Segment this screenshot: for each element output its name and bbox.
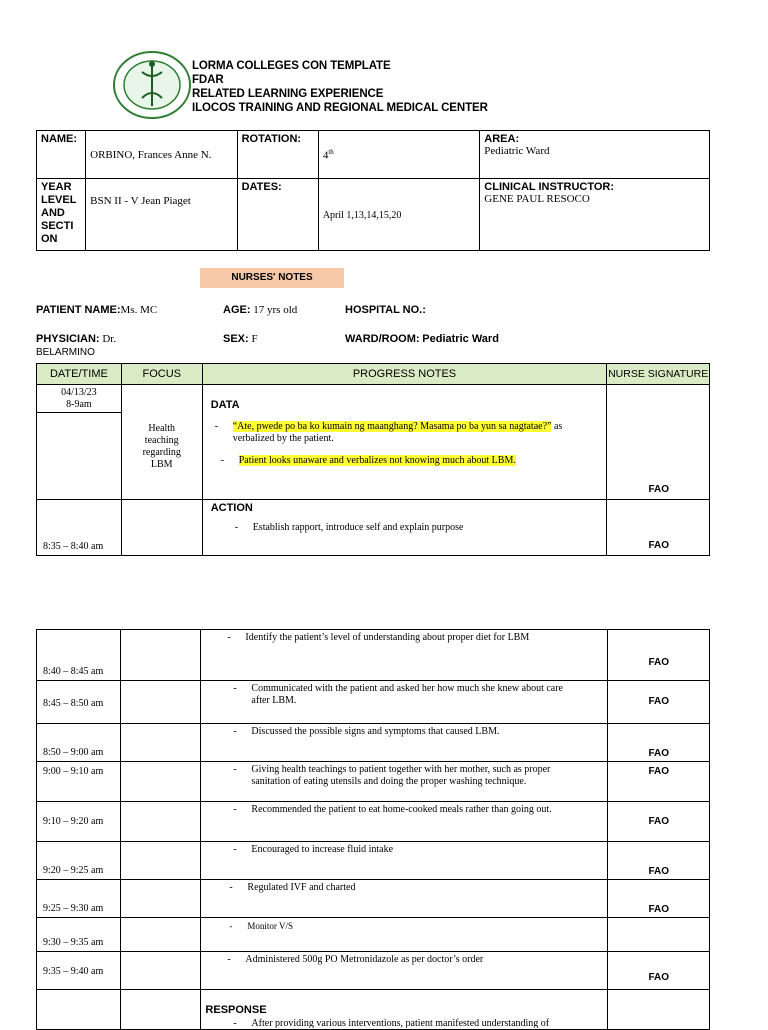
signature: FAO [648,696,669,707]
row-time: 9:35 – 9:40 am [43,966,104,977]
rotation-label: ROTATION: [241,133,302,145]
clinical-instructor-value: GENE PAUL RESOCO [484,193,590,205]
row-time: 9:30 – 9:35 am [43,937,104,948]
ward-row [345,333,499,345]
year-level-value: BSN II - V Jean Piaget [90,195,191,207]
col-focus: FOCUS [121,364,202,385]
entry-focus: Health teaching regarding LBM [142,423,181,470]
action-text: Establish rapport, introduce self and explain purpose [252,522,464,533]
college-seal-logo [112,50,192,120]
rotation-suffix: th [328,147,334,156]
name-label: NAME: [41,133,78,145]
signature: FAO [648,904,669,915]
ward-value: Pediatric Ward [422,333,499,345]
col-progress-notes: PROGRESS NOTES [202,364,607,385]
ward-label: WARD/ROOM: [345,333,420,345]
rotation-value: 4 [322,149,329,162]
row-note: - Recommended the patient to eat home-cooked meals rather than going out. [233,804,552,815]
row-time: 9:25 – 9:30 am [43,903,104,914]
row-note: - Administered 500g PO Metronidazole as per doctor’s order [227,954,484,965]
signature: FAO [648,657,669,668]
data-label: DATA [210,399,240,411]
header-line-3: RELATED LEARNING EXPERIENCE [192,88,384,100]
age-label: AGE: [223,304,251,316]
row-note: - Giving health teachings to patient together with her mother, such as proper sanitation of eating utensils and doing the proper washing technique. [233,764,551,787]
row-note: - Monitor V/S [229,921,294,931]
hospital-no-label: HOSPITAL NO.: [345,304,426,316]
header-line-2: FDAR [192,74,224,86]
age-value: 17 yrs old [253,304,298,316]
col-nurse-signature: NURSE SIGNATURE [607,364,710,385]
row-time: 9:20 – 9:25 am [43,865,104,876]
row-time: 8:40 – 8:45 am [43,666,104,677]
row-time: 8:50 – 9:00 am [43,747,104,758]
response-label: RESPONSE [205,1004,267,1016]
physician-row [36,333,116,359]
entry-time: 8-9am [66,399,92,410]
row-note: - Discussed the possible signs and symptoms that caused LBM. [233,726,500,737]
signature: FAO [648,540,669,551]
clinical-instructor-label: CLINICAL INSTRUCTOR: [484,181,615,193]
action-label: ACTION [210,502,253,514]
year-level-label: YEAR LEVEL AND SECTI ON [37,179,86,251]
signature: FAO [648,816,669,827]
fdar-notes-table [36,363,710,556]
row-time: 8:45 – 8:50 am [43,698,104,709]
area-label: AREA: [484,133,520,145]
physician-value: Dr. [102,333,117,345]
row-note: - Regulated IVF and charted [229,882,356,893]
physician-label: PHYSICIAN: [36,333,100,345]
action-note-1: - Establish rapport, introduce self and explain purpose [234,522,464,533]
col-date-time: DATE/TIME [37,364,122,385]
nurses-notes-tag: NURSES' NOTES [200,268,344,288]
signature: FAO [648,866,669,877]
quote-suffix: as verbalized by the patient. [232,421,563,444]
signature: FAO [648,484,669,495]
patient-name-row [36,304,157,316]
row-note: - Identify the patient’s level of understanding about proper diet for LBM [227,632,530,643]
row-note: - Encouraged to increase fluid intake [233,844,394,855]
physician-name: BELARMINO [36,347,95,358]
sex-label: SEX: [223,333,249,345]
header-line-4: ILOCOS TRAINING AND REGIONAL MEDICAL CENTER [192,102,488,114]
patient-name-label: PATIENT NAME: [36,304,121,316]
action-time: 8:35 – 8:40 am [43,541,104,552]
patient-quote: “Ate, pwede po ba ko kumain ng maanghang? Masama po ba yun sa nagtatae?” [232,421,552,432]
sex-row [223,333,258,345]
sex-value: F [251,333,258,345]
header-line-1: LORMA COLLEGES CON TEMPLATE [192,60,391,72]
age-row [223,304,297,316]
hospital-no-row [345,304,426,316]
data-note-1: - “Ate, pwede po ba ko kumain ng maanghang? Masama po ba yun sa nagtatae?” as verbalized by the patient. [214,421,563,444]
data-observation: Patient looks unaware and verbalizes not knowing much about LBM. [238,455,516,466]
patient-name: Ms. MC [120,304,158,316]
student-info-table [36,130,710,251]
entry-date: 04/13/23 [61,387,97,398]
row-note: - Communicated with the patient and asked her how much she knew about care after LBM. [233,683,563,706]
area-value: Pediatric Ward [484,145,550,157]
signature: FAO [648,748,669,759]
row-time: 9:10 – 9:20 am [43,816,104,827]
signature: FAO [648,766,669,777]
data-note-2: - Patient looks unaware and verbalizes not knowing much about LBM. [220,455,516,466]
response-note: - After providing various interventions, patient manifested understanding of [233,1018,550,1028]
dates-value: April 1,13,14,15,20 [322,209,402,221]
signature: FAO [648,972,669,983]
row-time: 9:00 – 9:10 am [43,766,104,777]
student-name: ORBINO, Frances Anne N. [90,148,212,161]
dates-label: DATES: [241,181,282,193]
fdar-notes-table-continued [36,629,710,1030]
